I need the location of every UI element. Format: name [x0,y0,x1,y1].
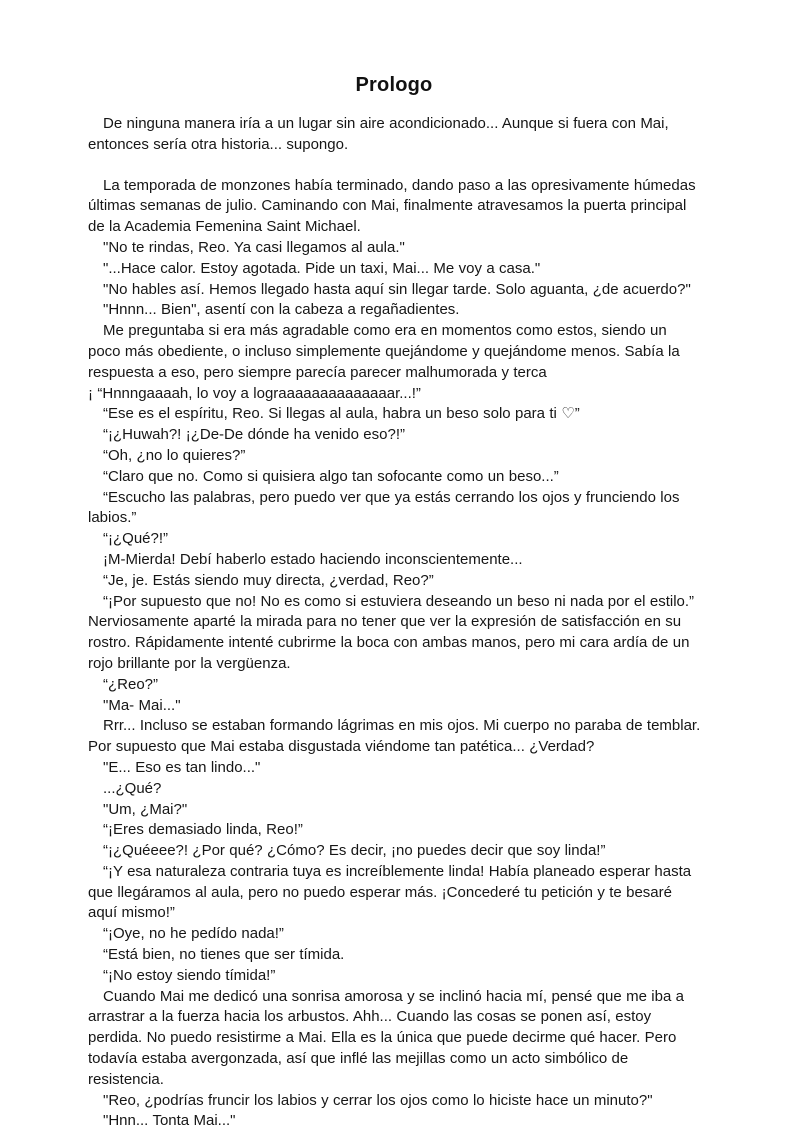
paragraph: ¡M-Mierda! Debí haberlo estado haciendo inconscientemente... [103,550,523,568]
paragraph: ...¿Qué? [103,779,162,797]
paragraph: "Hnn... Tonta Mai..." [103,1112,236,1130]
paragraph: "Hnnn... Bien", asentí con la cabeza a regañadientes. [103,301,460,319]
paragraph: "Reo, ¿podrías fruncir los labios y cerrar los ojos como lo hiciste hace un minuto?" [103,1091,653,1109]
paragraph: Cuando Mai me dedicó una sonrisa amorosa y se inclinó hacia mí, pensé que me iba a arrastrar a la fuerza hacia los arbustos. Ahh... Cuando las cosas se ponen así, estoy perdida. No puedo resistirme a Mai. Ella es la única que puede decirme qué hacer. Pero todavía estaba avergonzada, así que inflé las mejillas como un acto simbólico de resistencia. [88,987,685,1088]
paragraph: “¡¿Qué?!” [103,530,169,548]
paragraph: ¡ “Hnnngaaaah, lo voy a lograaaaaaaaaaaaaar...!” [88,384,421,402]
paragraph: "...Hace calor. Estoy agotada. Pide un taxi, Mai... Me voy a casa." [103,259,541,277]
paragraph: "Ma- Mai..." [103,696,181,714]
paragraph: “¡¿Quéeee?! ¿Por qué? ¿Cómo? Es decir, ¡no puedes decir que soy linda!” [103,842,606,860]
paragraph: “¡Eres demasiado linda, Reo!” [103,821,303,839]
paragraph: “¡¿Huwah?! ¡¿De-De dónde ha venido eso?!” [103,426,405,444]
paragraph: Rrr... Incluso se estaban formando lágrimas en mis ojos. Mi cuerpo no paraba de temblar. Por supuesto que Mai estaba disgustada viéndome tan patética... ¿Verdad? [88,717,701,756]
paragraph: De ninguna manera iría a un lugar sin aire acondicionado... Aunque si fuera con Mai, entonces sería otra historia... supongo. [88,115,669,153]
paragraph: “¡Oye, no he pedído nada!” [103,925,284,943]
document-body [88,114,702,1130]
paragraph: “¡No estoy siendo tímida!” [103,966,276,984]
paragraph: “¡Por supuesto que no! No es como si estuviera deseando un beso ni nada por el estilo.” Nerviosamente aparté la mirada para no tener que ver la expresión de satisfacción en su rostro. Rápidamente intenté cubrirme la boca con ambas manos, pero mi cara ardía de un rojo brillante por la vergüenza. [88,592,695,672]
paragraph: “¡Y esa naturaleza contraria tuya es increíblemente linda! Había planeado esperar hasta que llegáramos al aula, pero no puedo esperar más. ¡Concederé tu petición y te besaré aquí mismo!” [88,862,692,922]
paragraph: "No hables así. Hemos llegado hasta aquí sin llegar tarde. Solo aguanta, ¿de acuerdo?" [103,280,691,298]
paragraph: “¿Reo?” [103,675,159,693]
paragraph: "E... Eso es tan lindo..." [103,758,261,776]
paragraph: "No te rindas, Reo. Ya casi llegamos al aula." [103,238,405,256]
page-title: Prologo [355,74,433,96]
paragraph: "Um, ¿Mai?" [103,800,188,818]
paragraph: “Escucho las palabras, pero puedo ver que ya estás cerrando los ojos y frunciendo los labios.” [88,488,680,527]
paragraph: “Claro que no. Como si quisiera algo tan sofocante como un beso...” [103,467,559,485]
paragraph: “Je, je. Estás siendo muy directa, ¿verdad, Reo?” [103,571,434,589]
paragraph: “Está bien, no tienes que ser tímida. [103,946,345,964]
paragraph: La temporada de monzones había terminado, dando paso a las opresivamente húmedas últimas semanas de julio. Caminando con Mai, finalmente atravesamos la puerta principal de la Academia Femenina Saint Michael. [88,176,696,236]
paragraph: “Ese es el espíritu, Reo. Si llegas al aula, habra un beso solo para ti ♡” [103,405,580,423]
paragraph: Me preguntaba si era más agradable como era en momentos como estos, siendo un poco más obediente, o incluso simplemente quejándome y quejándome menos. Sabía la respuesta a eso, pero siempre parecía parecer malhumorada y terca [88,322,680,381]
paragraph: “Oh, ¿no lo quieres?” [103,446,246,464]
